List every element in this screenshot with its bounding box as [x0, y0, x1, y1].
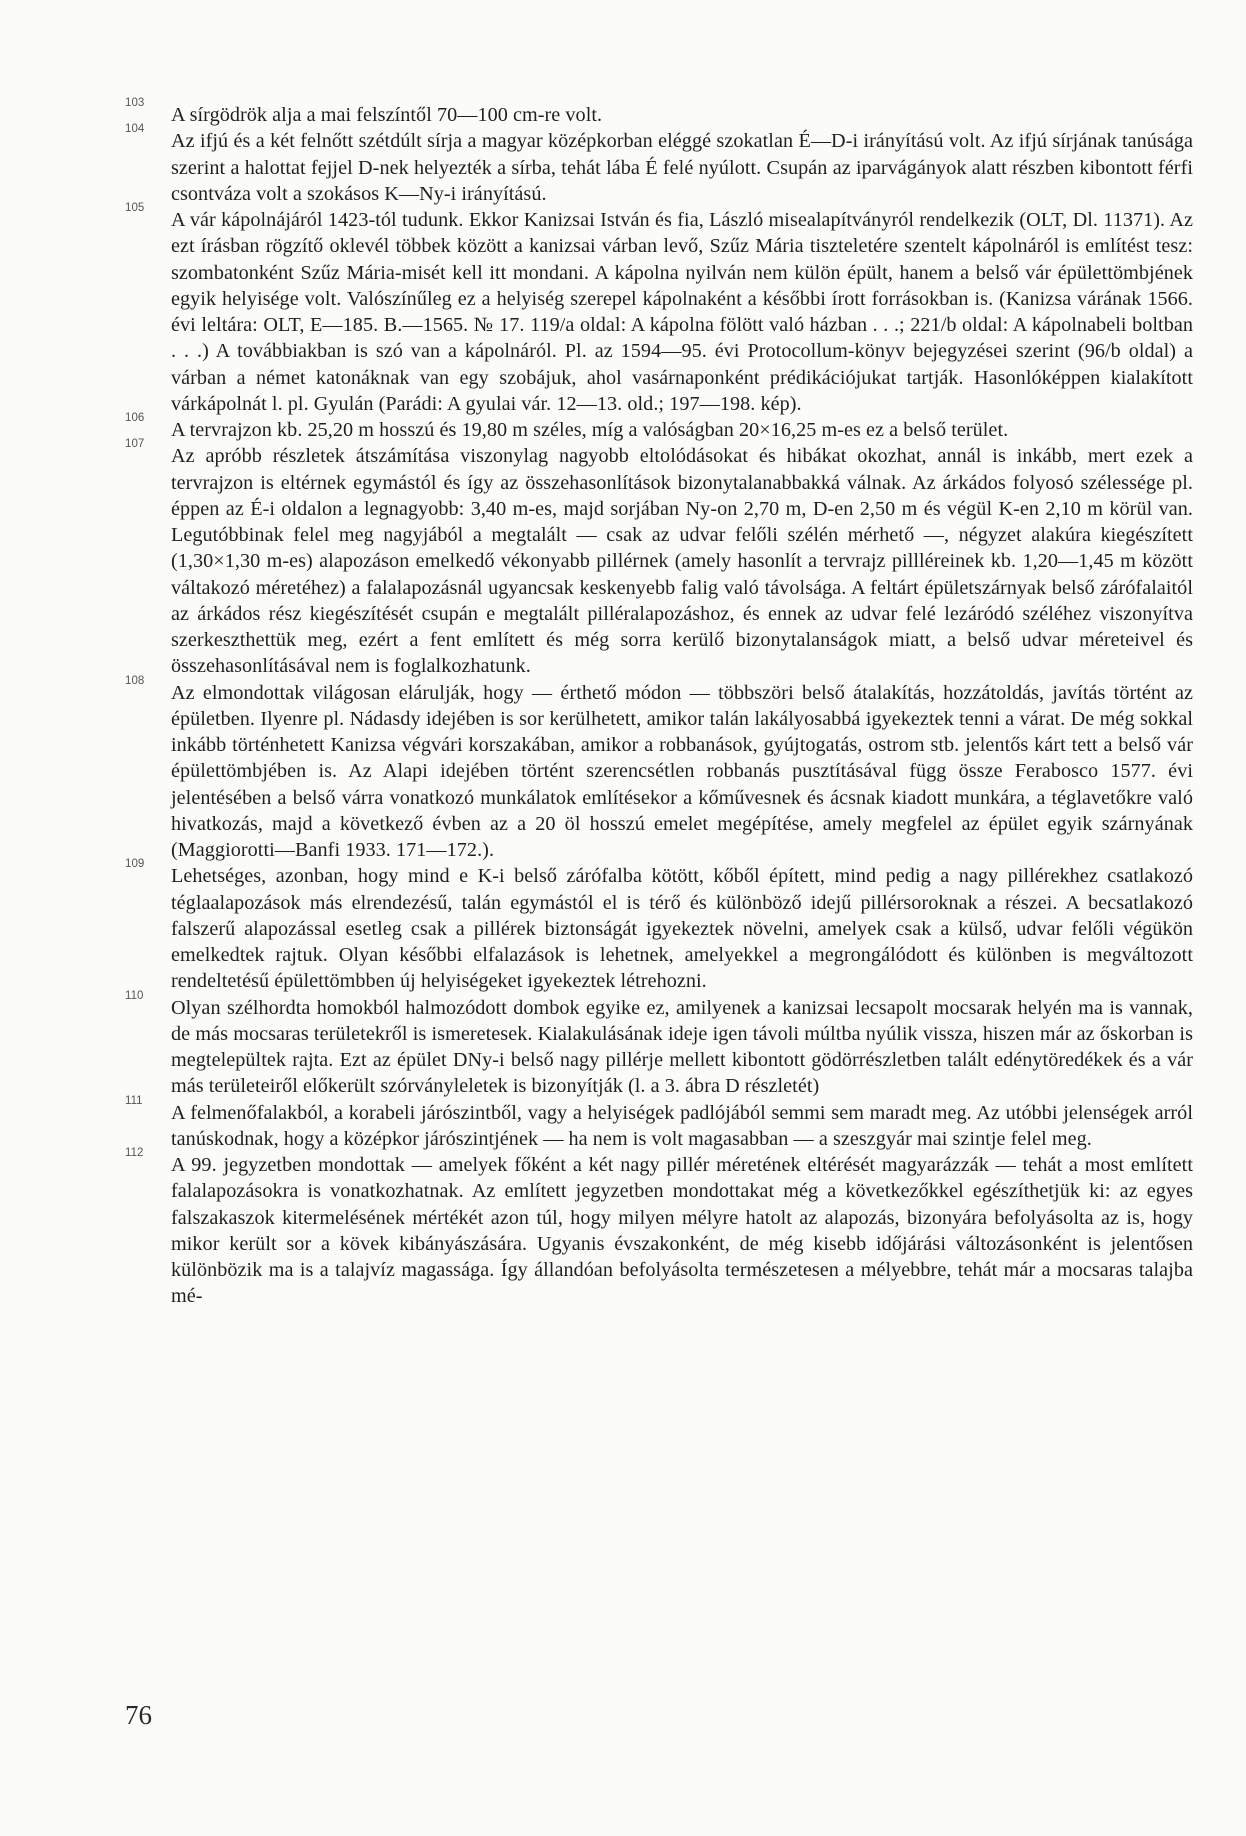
footnote-text: Lehetséges, azonban, hogy mind e K-i belső zárófalba kötött, kőből épített, mind pedig a nagy pillérekhez csatlakozó téglaalapozások más elrendezésű, talán egymástól el is térő és különböző idejű pillérsoroknak a részei. A becsatlakozó falszerű alapozással esetleg csak a pillérek biztonságát igyekeztek növelni, amelyek csak a külső, udvar felőli végükön emelkedtek rajtuk. Olyan későbbi elfalazások is lehetnek, amelyekkel a megrongálódott és különben is megváltozott rendeltetésű épülettömbben új helyiségeket igyekeztek létrehozni. [171, 865, 1193, 993]
footnote-number: 106 [125, 412, 145, 424]
page-number: 76 [125, 1700, 152, 1730]
footnote-106 [125, 412, 1193, 443]
footnote-text: A vár kápolnájáról 1423-tól tudunk. Ekkor Kanizsai István és fia, László misealapítványról rendelkezik (OLT, Dl. 11371). Az ezt írásban rögzítő oklevél többek között a kanizsai várban levő, Szűz Mária tiszteletére szentelt kápolnáról is említést tesz: szombatonként Szűz Mária-misét kell itt mondani. A kápolna nyilván nem külön épült, hanem a belső vár épülettömbjének egyik helyisége volt. Valószínűleg ez a helyiség szerepel kápolnaként a későbbi írott forrásokban is. (Kanizsa várának 1566. évi leltára: OLT, E—185. B.—1565. № 17. 119/a oldal: A kápolna fölött való házban . . .; 221/b oldal: A kápolnabeli boltban . . .) A továbbiakban is szó van a kápolnáról. Pl. az 1594—95. évi Protocollum-könyv bejegyzései szerint (96/b oldal) a várban a német katonáknak van egy szobájuk, ahol vasárnaponként prédikációjukat tartják. Hasonlóképpen kialakított várkápolnát l. pl. Gyulán (Parádi: A gyulai vár. 12—13. old.; 197—198. kép). [171, 209, 1193, 415]
footnote-number: 112 [125, 1147, 144, 1159]
footnote-text: A tervrajzon kb. 25,20 m hosszú és 19,80 m széles, míg a valóságban 20×16,25 m-es ez a belső terület. [171, 419, 1009, 441]
footnote-text: Olyan szélhordta homokból halmozódott dombok egyike ez, amilyenek a kanizsai lecsapolt mocsarak helyén ma is vannak, de más mocsaras területekről is ismeretesek. Kialakulásának ideje igen távoli múltba nyúlik vissza, hiszen már az őskorban is megtelepültek rajta. Ezt az épület DNy-i belső nagy pillérje mellett kibontott gödörrészletben talált edénytöredékek és a vár más területeiről előkerült szórványleletek is bizonyítják (l. a 3. ábra D részletét) [171, 996, 1193, 1098]
footnote-text: A sírgödrök alja a mai felszíntől 70—100 cm-re volt. [171, 104, 603, 126]
footnote-number: 108 [125, 674, 145, 687]
footnote-105 [125, 202, 1193, 417]
footnote-text: A felmenőfalakból, a korabeli járószintből, vagy a helyiségek padlójából semmi sem maradt meg. Az utóbbi jelenségek arról tanúskodnak, hogy a középkor járószintjének — ha nem is volt magasabban — a szeszgyár mai szintje felel meg. [171, 1101, 1193, 1150]
footnote-109 [125, 858, 1193, 994]
footnote-text: Az apróbb részletek átszámítása viszonylag nagyobb eltolódásokat és hibákat okozhat, annál is inkább, mert ezek a tervrajzon is eltérnek egymástól és így az összehasonlítások bizonytalanabbakká válnak. Az árkádos folyosó szélessége pl. éppen az É-i oldalon a legnagyobb: 3,40 m-es, majd sorjában Ny-on 2,70 m, D-en 2,50 m és végül K-en 2,10 m körül van. Legutóbbinak felel meg nagyjából a megtalált — csak az udvar felőli szélén mérhető —, négyzet alakúra kiegészített (1,30×1,30 m-es) alapozáson emelkedő vékonyabb pillérnek (amely hasonlít a tervrajz pillléreinek kb. 1,20—1,45 m között váltakozó méretéhez) a falalapozásnál ugyancsak keskenyebb falig való távolsága. A feltárt épületszárnyak belső zárófalaitól az árkádos rész kiegészítését csupán e megtalált pilléralapozáshoz, és ennek az udvar felé lezáródó széléhez viszonyítva szerkeszthettük meg, ezért a fent említett és még sorra kerülő bizonytalanságok miatt, a belső udvar méreteivel és összehasonlításával nem is foglalkozhatunk. [171, 445, 1193, 678]
footnote-number: 105 [125, 202, 145, 214]
footnote-number: 103 [125, 97, 145, 109]
footnote-number: 109 [125, 858, 145, 871]
footnote-text: Az elmondottak világosan elárulják, hogy — érthető módon — többszöri belső átalakítás, hozzátoldás, javítás történt az épületben. Ilyenre pl. Nádasdy idejében is sor kerülhetett, amikor talán lakályosabbá igyekeztek tenni a várat. De még sokkal inkább történhetett Kanizsa végvári korszakában, amikor a robbanások, gyújtogatás, ostrom stb. jelentős kárt tett a belső vár épülettömbjében is. Az Alapi idejében történt szerencsétlen robbanás pusztításával függ össze Ferabosco 1577. évi jelentésében a belső várra vonatkozó munkálatok említésekor a kőművesnek és ácsnak kiadott munkára, a téglavetőkre való hivatkozás, majd a következő évben az a 20 öl hosszú emelet megépítése, amely megfelel az épület egyik szárnyának (Maggiorotti—Banfi 1933. 171—172.). [171, 681, 1193, 861]
footnote-number: 111 [125, 1094, 143, 1107]
footnote-104 [125, 123, 1193, 207]
footnote-103 [125, 97, 1193, 128]
footnote-111 [125, 1094, 1193, 1153]
footnote-108 [125, 674, 1193, 864]
footnote-110 [125, 989, 1193, 1100]
footnote-112 [125, 1147, 1193, 1310]
footnote-number: 104 [125, 123, 145, 136]
footnotes-list [125, 97, 1193, 1310]
footnote-number: 110 [125, 989, 144, 1002]
footnote-107 [125, 438, 1193, 679]
footnote-text: A 99. jegyzetben mondottak — amelyek főként a két nagy pillér méretének eltérését magyarázzák — tehát a most említett falalapozásokra is vonatkozhatnak. Az említett jegyzetben mondottakat még a következőkkel egészíthetjük ki: az egyes falszakaszok kitermelésének mértékét azon túl, hogy milyen mélyre hatolt az alapozás, bizonyára befolyásolta az is, hogy mikor került sor a kövek kibányászására. Ugyanis évszakonként, de még kisebb időjárási változásonként is jelentősen különbözik ma is a talajvíz magassága. Így állandóan befolyásolta természetesen a mélyebbre, tehát már a mocsaras talajba mé- [171, 1154, 1193, 1308]
footnote-text: Az ifjú és a két felnőtt szétdúlt sírja a magyar középkorban eléggé szokatlan É—D-i irányítású volt. Az ifjú sírjának tanúsága szerint a halottat fejjel D-nek helyezték a sírba, tehát lába É felé nyúlott. Csupán az iparvágányok alatt részben kibontott férfi csontváza volt a szokásos K—Ny-i irányítású. [171, 130, 1193, 205]
footnote-number: 107 [125, 438, 145, 451]
